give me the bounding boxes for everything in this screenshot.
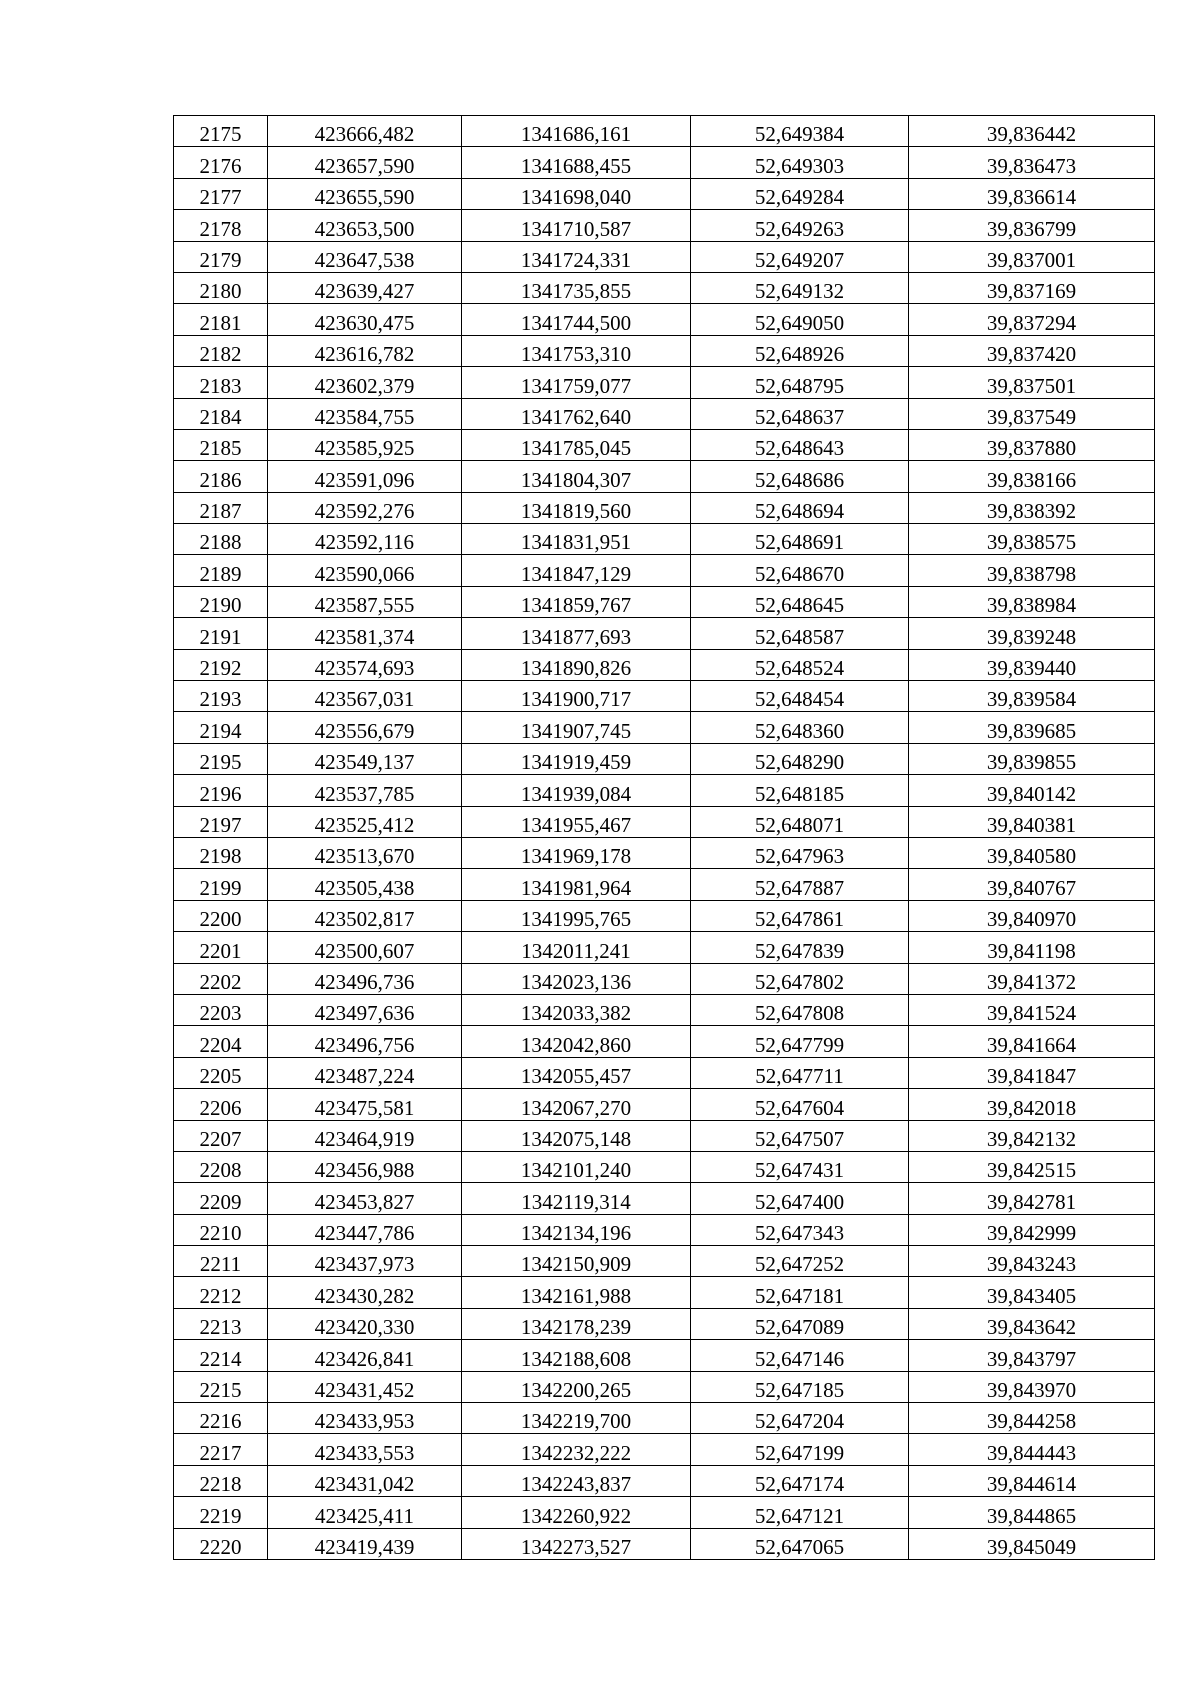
x-coordinate-cell: 423653,500	[268, 210, 462, 241]
latitude-cell: 52,647808	[691, 994, 909, 1025]
table-row	[174, 178, 1155, 209]
x-coordinate-cell: 423500,607	[268, 932, 462, 963]
latitude-cell: 52,647204	[691, 1403, 909, 1434]
table-row	[174, 1465, 1155, 1496]
latitude-cell: 52,648360	[691, 712, 909, 743]
latitude-cell: 52,649284	[691, 178, 909, 209]
table-row	[174, 586, 1155, 617]
longitude-cell: 39,843405	[909, 1277, 1155, 1308]
longitude-cell: 39,836799	[909, 210, 1155, 241]
latitude-cell: 52,648290	[691, 743, 909, 774]
table-row	[174, 869, 1155, 900]
latitude-cell: 52,647963	[691, 837, 909, 868]
latitude-cell: 52,647431	[691, 1151, 909, 1182]
latitude-cell: 52,649207	[691, 241, 909, 272]
longitude-cell: 39,844614	[909, 1465, 1155, 1496]
table-row	[174, 743, 1155, 774]
table-row	[174, 775, 1155, 806]
x-coordinate-cell: 423556,679	[268, 712, 462, 743]
longitude-cell: 39,841524	[909, 994, 1155, 1025]
longitude-cell: 39,841847	[909, 1057, 1155, 1088]
y-coordinate-cell: 1341847,129	[462, 555, 691, 586]
point-number-cell: 2182	[174, 335, 268, 366]
y-coordinate-cell: 1342042,860	[462, 1026, 691, 1057]
latitude-cell: 52,647343	[691, 1214, 909, 1245]
latitude-cell: 52,649303	[691, 147, 909, 178]
x-coordinate-cell: 423433,553	[268, 1434, 462, 1465]
longitude-cell: 39,839584	[909, 681, 1155, 712]
x-coordinate-cell: 423655,590	[268, 178, 462, 209]
latitude-cell: 52,649384	[691, 116, 909, 147]
x-coordinate-cell: 423585,925	[268, 429, 462, 460]
y-coordinate-cell: 1342150,909	[462, 1246, 691, 1277]
latitude-cell: 52,647181	[691, 1277, 909, 1308]
table-row	[174, 524, 1155, 555]
point-number-cell: 2215	[174, 1371, 268, 1402]
y-coordinate-cell: 1341804,307	[462, 461, 691, 492]
table-row	[174, 147, 1155, 178]
x-coordinate-cell: 423426,841	[268, 1340, 462, 1371]
latitude-cell: 52,649263	[691, 210, 909, 241]
longitude-cell: 39,837549	[909, 398, 1155, 429]
longitude-cell: 39,841372	[909, 963, 1155, 994]
table-row	[174, 1120, 1155, 1151]
latitude-cell: 52,647799	[691, 1026, 909, 1057]
table-row	[174, 1308, 1155, 1339]
y-coordinate-cell: 1342219,700	[462, 1403, 691, 1434]
x-coordinate-cell: 423502,817	[268, 900, 462, 931]
latitude-cell: 52,647887	[691, 869, 909, 900]
latitude-cell: 52,647604	[691, 1089, 909, 1120]
x-coordinate-cell: 423581,374	[268, 618, 462, 649]
point-number-cell: 2192	[174, 649, 268, 680]
longitude-cell: 39,842132	[909, 1120, 1155, 1151]
point-number-cell: 2196	[174, 775, 268, 806]
y-coordinate-cell: 1342232,222	[462, 1434, 691, 1465]
longitude-cell: 39,840580	[909, 837, 1155, 868]
point-number-cell: 2189	[174, 555, 268, 586]
y-coordinate-cell: 1342033,382	[462, 994, 691, 1025]
x-coordinate-cell: 423464,919	[268, 1120, 462, 1151]
longitude-cell: 39,842781	[909, 1183, 1155, 1214]
x-coordinate-cell: 423430,282	[268, 1277, 462, 1308]
table-row	[174, 712, 1155, 743]
longitude-cell: 39,840767	[909, 869, 1155, 900]
point-number-cell: 2217	[174, 1434, 268, 1465]
latitude-cell: 52,647089	[691, 1308, 909, 1339]
x-coordinate-cell: 423456,988	[268, 1151, 462, 1182]
y-coordinate-cell: 1341688,455	[462, 147, 691, 178]
x-coordinate-cell: 423437,973	[268, 1246, 462, 1277]
longitude-cell: 39,845049	[909, 1528, 1155, 1559]
y-coordinate-cell: 1342119,314	[462, 1183, 691, 1214]
x-coordinate-cell: 423602,379	[268, 367, 462, 398]
latitude-cell: 52,648643	[691, 429, 909, 460]
table-row	[174, 1528, 1155, 1559]
point-number-cell: 2191	[174, 618, 268, 649]
x-coordinate-cell: 423425,411	[268, 1497, 462, 1528]
longitude-cell: 39,843970	[909, 1371, 1155, 1402]
y-coordinate-cell: 1341698,040	[462, 178, 691, 209]
point-number-cell: 2185	[174, 429, 268, 460]
x-coordinate-cell: 423574,693	[268, 649, 462, 680]
point-number-cell: 2210	[174, 1214, 268, 1245]
table-row	[174, 900, 1155, 931]
table-row	[174, 116, 1155, 147]
table-row	[174, 1246, 1155, 1277]
latitude-cell: 52,648524	[691, 649, 909, 680]
table-row	[174, 1089, 1155, 1120]
table-row	[174, 994, 1155, 1025]
point-number-cell: 2212	[174, 1277, 268, 1308]
longitude-cell: 39,838798	[909, 555, 1155, 586]
x-coordinate-cell: 423549,137	[268, 743, 462, 774]
table-row	[174, 1371, 1155, 1402]
longitude-cell: 39,844865	[909, 1497, 1155, 1528]
longitude-cell: 39,838575	[909, 524, 1155, 555]
y-coordinate-cell: 1342178,239	[462, 1308, 691, 1339]
y-coordinate-cell: 1342067,270	[462, 1089, 691, 1120]
point-number-cell: 2187	[174, 492, 268, 523]
latitude-cell: 52,647711	[691, 1057, 909, 1088]
y-coordinate-cell: 1341919,459	[462, 743, 691, 774]
longitude-cell: 39,842018	[909, 1089, 1155, 1120]
point-number-cell: 2177	[174, 178, 268, 209]
longitude-cell: 39,838392	[909, 492, 1155, 523]
table-row	[174, 367, 1155, 398]
y-coordinate-cell: 1341877,693	[462, 618, 691, 649]
point-number-cell: 2220	[174, 1528, 268, 1559]
x-coordinate-cell: 423639,427	[268, 272, 462, 303]
latitude-cell: 52,647199	[691, 1434, 909, 1465]
latitude-cell: 52,648670	[691, 555, 909, 586]
table-row	[174, 618, 1155, 649]
x-coordinate-cell: 423647,538	[268, 241, 462, 272]
x-coordinate-cell: 423513,670	[268, 837, 462, 868]
point-number-cell: 2200	[174, 900, 268, 931]
y-coordinate-cell: 1341981,964	[462, 869, 691, 900]
x-coordinate-cell: 423447,786	[268, 1214, 462, 1245]
table-row	[174, 1403, 1155, 1434]
point-number-cell: 2202	[174, 963, 268, 994]
y-coordinate-cell: 1341907,745	[462, 712, 691, 743]
table-row	[174, 1057, 1155, 1088]
y-coordinate-cell: 1342200,265	[462, 1371, 691, 1402]
point-number-cell: 2209	[174, 1183, 268, 1214]
x-coordinate-cell: 423584,755	[268, 398, 462, 429]
point-number-cell: 2198	[174, 837, 268, 868]
latitude-cell: 52,648637	[691, 398, 909, 429]
point-number-cell: 2183	[174, 367, 268, 398]
latitude-cell: 52,648587	[691, 618, 909, 649]
longitude-cell: 39,836442	[909, 116, 1155, 147]
latitude-cell: 52,647400	[691, 1183, 909, 1214]
point-number-cell: 2188	[174, 524, 268, 555]
point-number-cell: 2195	[174, 743, 268, 774]
point-number-cell: 2190	[174, 586, 268, 617]
longitude-cell: 39,839440	[909, 649, 1155, 680]
latitude-cell: 52,647839	[691, 932, 909, 963]
latitude-cell: 52,647185	[691, 1371, 909, 1402]
point-number-cell: 2178	[174, 210, 268, 241]
point-number-cell: 2179	[174, 241, 268, 272]
latitude-cell: 52,648795	[691, 367, 909, 398]
point-number-cell: 2213	[174, 1308, 268, 1339]
y-coordinate-cell: 1341900,717	[462, 681, 691, 712]
table-row	[174, 335, 1155, 366]
point-number-cell: 2201	[174, 932, 268, 963]
latitude-cell: 52,648454	[691, 681, 909, 712]
y-coordinate-cell: 1341785,045	[462, 429, 691, 460]
point-number-cell: 2180	[174, 272, 268, 303]
y-coordinate-cell: 1341831,951	[462, 524, 691, 555]
latitude-cell: 52,648691	[691, 524, 909, 555]
longitude-cell: 39,837880	[909, 429, 1155, 460]
table-row	[174, 837, 1155, 868]
point-number-cell: 2208	[174, 1151, 268, 1182]
y-coordinate-cell: 1341890,826	[462, 649, 691, 680]
x-coordinate-cell: 423497,636	[268, 994, 462, 1025]
table-row	[174, 1151, 1155, 1182]
point-number-cell: 2205	[174, 1057, 268, 1088]
table-row	[174, 806, 1155, 837]
point-number-cell: 2203	[174, 994, 268, 1025]
longitude-cell: 39,843642	[909, 1308, 1155, 1339]
latitude-cell: 52,648185	[691, 775, 909, 806]
point-number-cell: 2207	[174, 1120, 268, 1151]
table-row	[174, 429, 1155, 460]
latitude-cell: 52,647507	[691, 1120, 909, 1151]
table-row	[174, 555, 1155, 586]
longitude-cell: 39,841198	[909, 932, 1155, 963]
point-number-cell: 2184	[174, 398, 268, 429]
latitude-cell: 52,648645	[691, 586, 909, 617]
x-coordinate-cell: 423591,096	[268, 461, 462, 492]
longitude-cell: 39,844443	[909, 1434, 1155, 1465]
latitude-cell: 52,648686	[691, 461, 909, 492]
x-coordinate-cell: 423616,782	[268, 335, 462, 366]
longitude-cell: 39,844258	[909, 1403, 1155, 1434]
longitude-cell: 39,842999	[909, 1214, 1155, 1245]
x-coordinate-cell: 423587,555	[268, 586, 462, 617]
y-coordinate-cell: 1341753,310	[462, 335, 691, 366]
table-row	[174, 932, 1155, 963]
x-coordinate-cell: 423505,438	[268, 869, 462, 900]
y-coordinate-cell: 1342055,457	[462, 1057, 691, 1088]
longitude-cell: 39,836614	[909, 178, 1155, 209]
longitude-cell: 39,840970	[909, 900, 1155, 931]
x-coordinate-cell: 423453,827	[268, 1183, 462, 1214]
point-number-cell: 2216	[174, 1403, 268, 1434]
latitude-cell: 52,647252	[691, 1246, 909, 1277]
longitude-cell: 39,837169	[909, 272, 1155, 303]
latitude-cell: 52,648926	[691, 335, 909, 366]
latitude-cell: 52,647146	[691, 1340, 909, 1371]
y-coordinate-cell: 1342161,988	[462, 1277, 691, 1308]
x-coordinate-cell: 423537,785	[268, 775, 462, 806]
table-row	[174, 1183, 1155, 1214]
table-row	[174, 649, 1155, 680]
point-number-cell: 2204	[174, 1026, 268, 1057]
x-coordinate-cell: 423592,116	[268, 524, 462, 555]
y-coordinate-cell: 1341744,500	[462, 304, 691, 335]
coordinates-table-body	[174, 116, 1155, 1560]
table-row	[174, 1434, 1155, 1465]
longitude-cell: 39,837001	[909, 241, 1155, 272]
longitude-cell: 39,836473	[909, 147, 1155, 178]
longitude-cell: 39,838166	[909, 461, 1155, 492]
coordinates-table	[173, 115, 1155, 1560]
y-coordinate-cell: 1341819,560	[462, 492, 691, 523]
table-row	[174, 492, 1155, 523]
longitude-cell: 39,839855	[909, 743, 1155, 774]
latitude-cell: 52,647174	[691, 1465, 909, 1496]
point-number-cell: 2175	[174, 116, 268, 147]
x-coordinate-cell: 423431,042	[268, 1465, 462, 1496]
x-coordinate-cell: 423567,031	[268, 681, 462, 712]
y-coordinate-cell: 1341859,767	[462, 586, 691, 617]
y-coordinate-cell: 1341995,765	[462, 900, 691, 931]
x-coordinate-cell: 423666,482	[268, 116, 462, 147]
table-row	[174, 1497, 1155, 1528]
table-row	[174, 210, 1155, 241]
table-row	[174, 241, 1155, 272]
longitude-cell: 39,840381	[909, 806, 1155, 837]
y-coordinate-cell: 1342188,608	[462, 1340, 691, 1371]
table-row	[174, 1214, 1155, 1245]
point-number-cell: 2197	[174, 806, 268, 837]
latitude-cell: 52,647802	[691, 963, 909, 994]
longitude-cell: 39,841664	[909, 1026, 1155, 1057]
point-number-cell: 2199	[174, 869, 268, 900]
y-coordinate-cell: 1341939,084	[462, 775, 691, 806]
y-coordinate-cell: 1341762,640	[462, 398, 691, 429]
latitude-cell: 52,648694	[691, 492, 909, 523]
x-coordinate-cell: 423590,066	[268, 555, 462, 586]
point-number-cell: 2181	[174, 304, 268, 335]
latitude-cell: 52,647121	[691, 1497, 909, 1528]
y-coordinate-cell: 1342134,196	[462, 1214, 691, 1245]
point-number-cell: 2219	[174, 1497, 268, 1528]
latitude-cell: 52,647065	[691, 1528, 909, 1559]
table-row	[174, 461, 1155, 492]
x-coordinate-cell: 423496,756	[268, 1026, 462, 1057]
longitude-cell: 39,838984	[909, 586, 1155, 617]
point-number-cell: 2211	[174, 1246, 268, 1277]
longitude-cell: 39,837294	[909, 304, 1155, 335]
table-row	[174, 304, 1155, 335]
latitude-cell: 52,649132	[691, 272, 909, 303]
table-row	[174, 963, 1155, 994]
table-row	[174, 1277, 1155, 1308]
point-number-cell: 2194	[174, 712, 268, 743]
point-number-cell: 2214	[174, 1340, 268, 1371]
y-coordinate-cell: 1341724,331	[462, 241, 691, 272]
table-row	[174, 272, 1155, 303]
longitude-cell: 39,842515	[909, 1151, 1155, 1182]
y-coordinate-cell: 1341735,855	[462, 272, 691, 303]
longitude-cell: 39,843243	[909, 1246, 1155, 1277]
point-number-cell: 2206	[174, 1089, 268, 1120]
y-coordinate-cell: 1341969,178	[462, 837, 691, 868]
y-coordinate-cell: 1342023,136	[462, 963, 691, 994]
point-number-cell: 2218	[174, 1465, 268, 1496]
x-coordinate-cell: 423496,736	[268, 963, 462, 994]
table-row	[174, 681, 1155, 712]
x-coordinate-cell: 423431,452	[268, 1371, 462, 1402]
longitude-cell: 39,837501	[909, 367, 1155, 398]
table-row	[174, 1026, 1155, 1057]
x-coordinate-cell: 423475,581	[268, 1089, 462, 1120]
y-coordinate-cell: 1342273,527	[462, 1528, 691, 1559]
longitude-cell: 39,839685	[909, 712, 1155, 743]
point-number-cell: 2176	[174, 147, 268, 178]
point-number-cell: 2193	[174, 681, 268, 712]
table-row	[174, 1340, 1155, 1371]
point-number-cell: 2186	[174, 461, 268, 492]
table-row	[174, 398, 1155, 429]
x-coordinate-cell: 423525,412	[268, 806, 462, 837]
y-coordinate-cell: 1341955,467	[462, 806, 691, 837]
y-coordinate-cell: 1341759,077	[462, 367, 691, 398]
y-coordinate-cell: 1342011,241	[462, 932, 691, 963]
y-coordinate-cell: 1342243,837	[462, 1465, 691, 1496]
x-coordinate-cell: 423592,276	[268, 492, 462, 523]
y-coordinate-cell: 1342260,922	[462, 1497, 691, 1528]
longitude-cell: 39,840142	[909, 775, 1155, 806]
x-coordinate-cell: 423487,224	[268, 1057, 462, 1088]
x-coordinate-cell: 423657,590	[268, 147, 462, 178]
y-coordinate-cell: 1342101,240	[462, 1151, 691, 1182]
longitude-cell: 39,837420	[909, 335, 1155, 366]
y-coordinate-cell: 1341686,161	[462, 116, 691, 147]
longitude-cell: 39,843797	[909, 1340, 1155, 1371]
latitude-cell: 52,649050	[691, 304, 909, 335]
x-coordinate-cell: 423419,439	[268, 1528, 462, 1559]
latitude-cell: 52,648071	[691, 806, 909, 837]
latitude-cell: 52,647861	[691, 900, 909, 931]
x-coordinate-cell: 423630,475	[268, 304, 462, 335]
y-coordinate-cell: 1341710,587	[462, 210, 691, 241]
y-coordinate-cell: 1342075,148	[462, 1120, 691, 1151]
longitude-cell: 39,839248	[909, 618, 1155, 649]
x-coordinate-cell: 423433,953	[268, 1403, 462, 1434]
x-coordinate-cell: 423420,330	[268, 1308, 462, 1339]
